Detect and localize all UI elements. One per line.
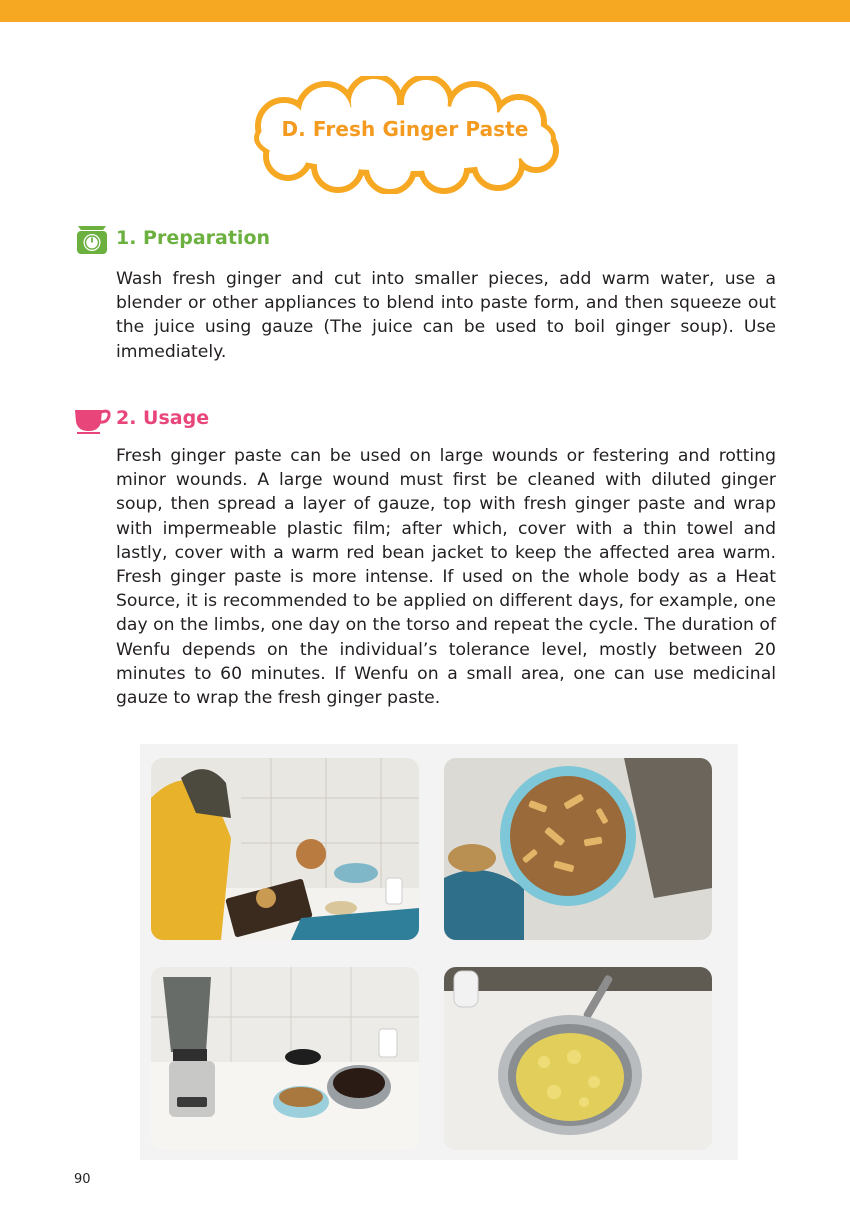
page-number: 90 — [74, 1172, 91, 1187]
usage-text: Fresh ginger paste can be used on large wounds or festering and rotting minor wounds. A large wound must first be cleaned with diluted ginger soup, then spread a layer of gauze, top with fresh ginger paste and wrap with impermeable plastic film; after which, cover with a thin towel and lastly, cover with a warm red bean jacket to keep the affected area warm. Fresh ginger paste is more intense. If used on the whole body as a Heat Source, it is recommended to be applied on different days, for example, one day on the limbs, one day on the torso and repeat the cycle. The duration of Wenfu depends on the individual’s tolerance level, mostly between 20 minutes to 60 minutes. If Wenfu on a small area, one can use medicinal gauze to wrap the fresh ginger paste. — [116, 446, 776, 709]
blender-and-bowls-photo — [151, 967, 419, 1150]
teacup-icon — [74, 404, 112, 440]
section-title: D. Fresh Ginger Paste — [281, 117, 529, 141]
strainer-with-ginger-paste-photo — [444, 967, 712, 1150]
cutting-ginger-photo — [151, 758, 419, 940]
kitchen-scale-icon — [74, 224, 110, 260]
section-title-cloud — [244, 76, 566, 194]
bowl-of-ginger-pieces-photo — [444, 758, 712, 940]
top-accent-bar — [0, 0, 850, 22]
preparation-text: Wash fresh ginger and cut into smaller pieces, add warm water, use a blender or other appliances to blend into paste form, and then squeeze out the juice using gauze (The juice can be used to boil ginger soup). Use immediately. — [116, 269, 776, 362]
preparation-title: 1. Preparation — [116, 227, 271, 249]
usage-title: 2. Usage — [116, 407, 210, 429]
